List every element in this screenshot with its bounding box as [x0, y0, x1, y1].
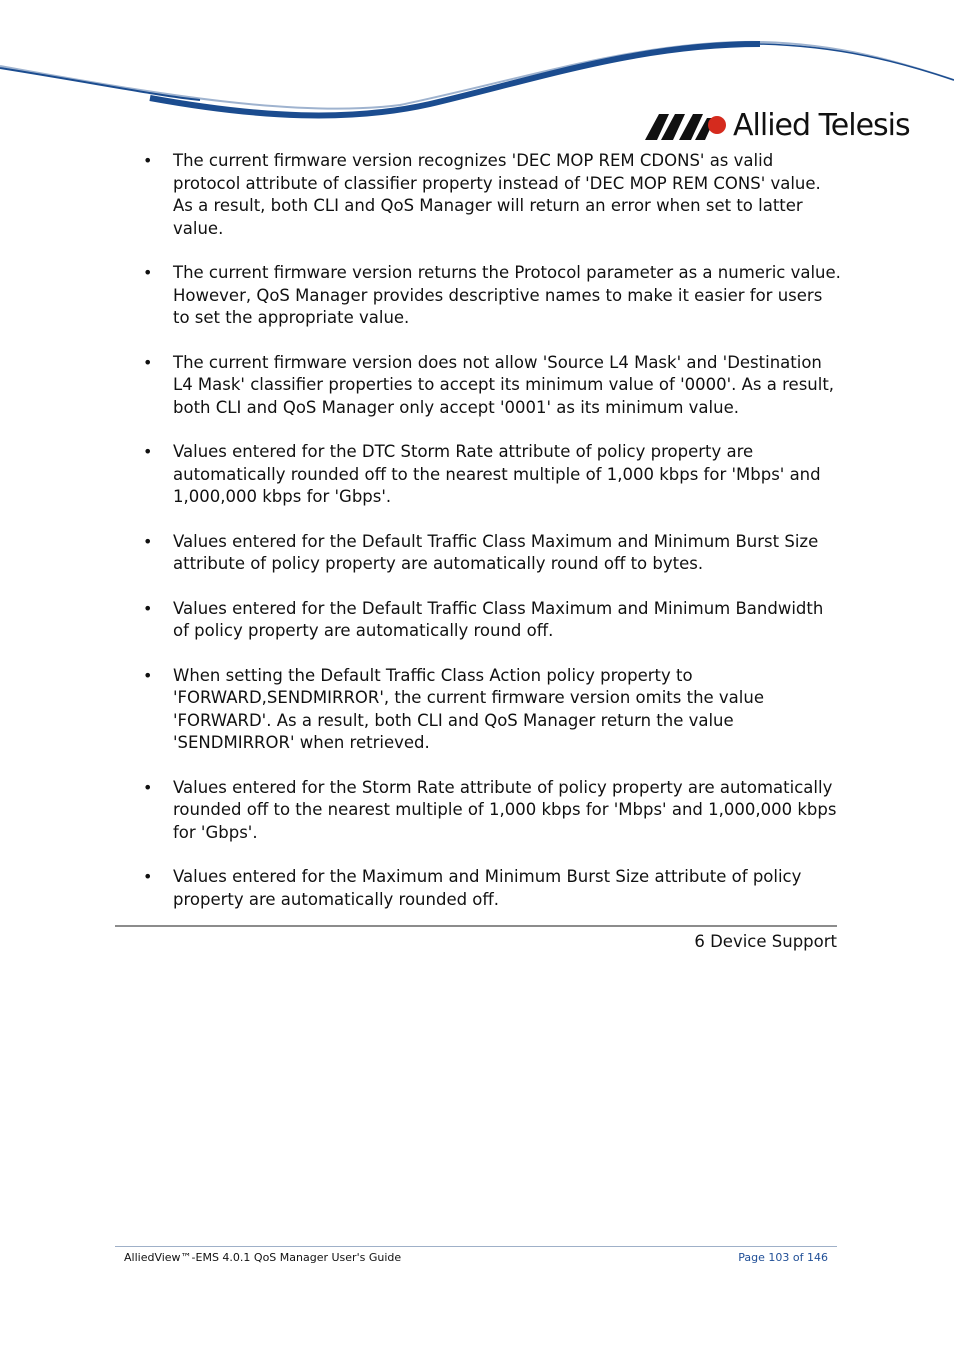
bullet-icon: • — [143, 531, 153, 551]
list-item-text: Values entered for the DTC Storm Rate attribute of policy property are automatically rounded off to the nearest multiple of 1,000 kbps for 'Mbps' and 1,000,000 kbps for 'Gbps'. — [173, 442, 821, 506]
list-item — [143, 531, 843, 576]
bullet-icon: • — [143, 598, 153, 618]
list-item-text: The current firmware version returns the Protocol parameter as a numeric value. However, QoS Manager provides descriptive names to make it easier for users to set the appropriate value. — [173, 263, 841, 327]
list-item-text: The current firmware version does not allow 'Source L4 Mask' and 'Destination L4 Mask' classifier properties to accept its minimum value of '0000'. As a result, both CLI and QoS Manager only accept '0001' as its minimum value. — [173, 352, 835, 417]
list-item-text: Values entered for the Default Traffic Class Maximum and Minimum Bandwidth of policy property are automatically round off. — [173, 598, 824, 640]
allied-telesis-logo-mark-icon — [645, 114, 727, 140]
list-item-text: Values entered for the Maximum and Minimum Burst Size attribute of policy property are automatically rounded off. — [173, 867, 802, 909]
section-label: 6 Device Support — [694, 932, 837, 951]
list-item — [143, 262, 843, 330]
list-item — [143, 598, 843, 643]
list-item — [143, 866, 843, 911]
bullet-icon: • — [143, 263, 153, 282]
logo-text: Allied Telesis — [733, 108, 910, 143]
list-item-text: When setting the Default Traffic Class Action policy property to 'FORWARD,SENDMIRROR', the current firmware version omits the value 'FORWARD'. As a result, both CLI and QoS Manager return the value 'SENDMIRROR' when retrieved. — [173, 665, 764, 752]
section-divider — [115, 925, 837, 927]
list-item — [143, 352, 843, 420]
list-item-text: Values entered for the Storm Rate attribute of policy property are automatically rounded off to the nearest multiple of 1,000 kbps for 'Mbps' and 1,000,000 kbps for 'Gbps'. — [173, 777, 837, 842]
bullet-icon: • — [143, 151, 153, 170]
footer-doc-title: AlliedView™-EMS 4.0.1 QoS Manager User's Guide — [124, 1251, 402, 1264]
footer-page-number: Page 103 of 146 — [738, 1251, 828, 1264]
list-item-text: The current firmware version recognizes 'DEC MOP REM CDONS' as valid protocol attribute of classifier property instead of 'DEC MOP REM CONS' value. As a result, both CLI and QoS Manager will return an error when set to latter value. — [173, 151, 821, 238]
list-item — [143, 150, 843, 240]
bullet-icon: • — [143, 352, 153, 372]
list-item — [143, 777, 843, 845]
bullet-icon: • — [143, 777, 153, 797]
bullet-icon: • — [143, 665, 153, 685]
list-item — [143, 441, 843, 509]
list-item — [143, 665, 843, 755]
bullet-icon: • — [143, 442, 153, 461]
footer-divider — [115, 1246, 837, 1247]
bullet-icon: • — [143, 867, 153, 886]
list-item-text: Values entered for the Default Traffic Class Maximum and Minimum Burst Size attribute of policy property are automatically round off to bytes. — [173, 531, 819, 573]
allied-telesis-logo — [645, 108, 910, 148]
notes-list — [143, 150, 843, 933]
